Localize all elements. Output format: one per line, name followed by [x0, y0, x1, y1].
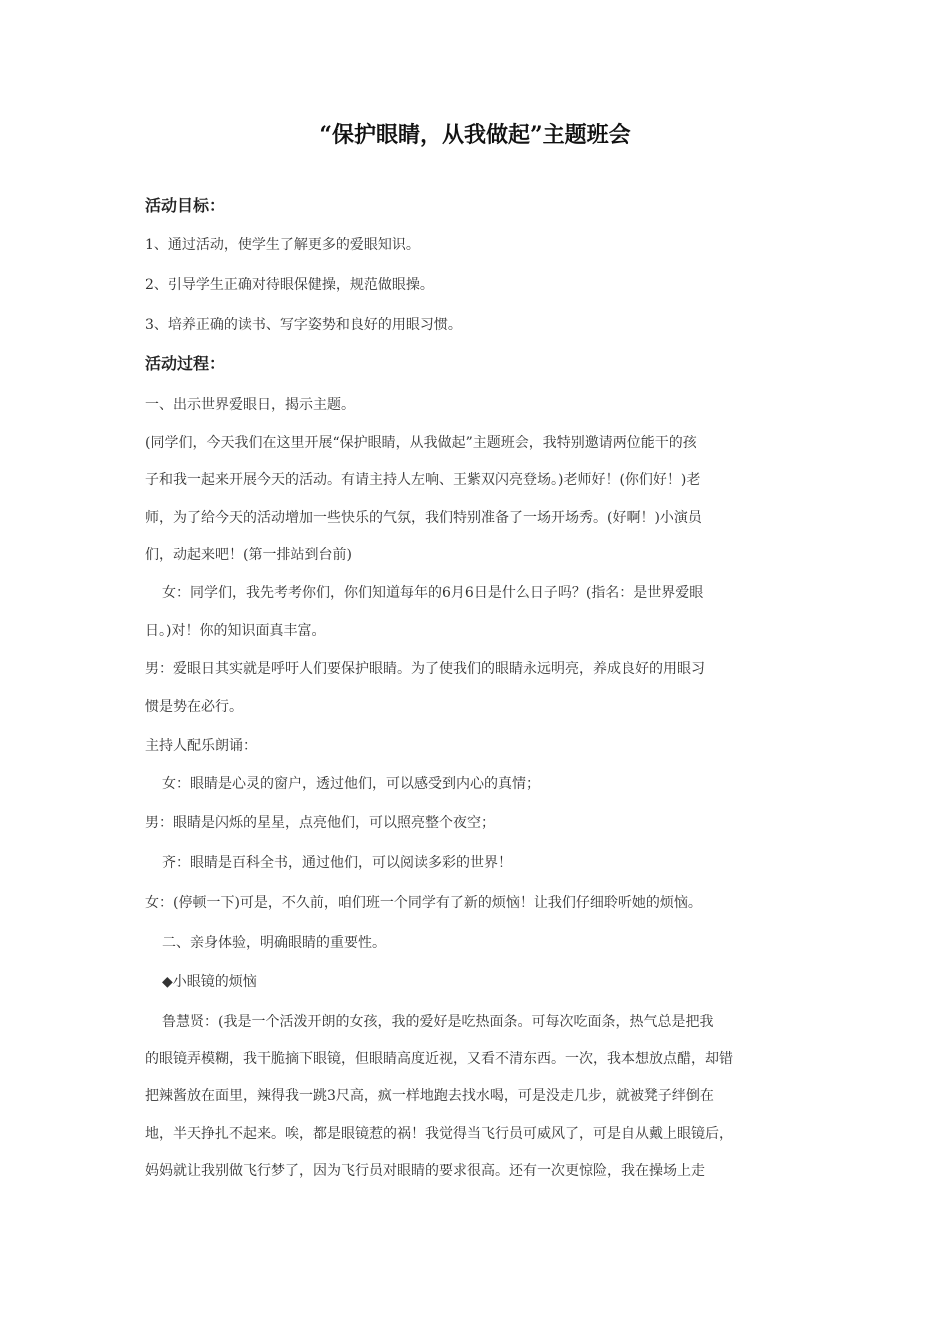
body-line: 男：眼睛是闪烁的星星，点亮他们，可以照亮整个夜空； — [145, 815, 495, 831]
body-line: 子和我一起来开展今天的活动。有请主持人左响、王紫双闪亮登场。)老师好！(你们好！)老 — [145, 472, 701, 488]
body-line: 男：爱眼日其实就是呼吁人们要保护眼睛。为了使我们的眼睛永远明亮，养成良好的用眼习 — [145, 661, 705, 677]
body-line: 妈妈就让我别做飞行梦了，因为飞行员对眼睛的要求很高。还有一次更惊险，我在操场上走 — [145, 1163, 705, 1179]
body-line: 二、亲身体验，明确眼睛的重要性。 — [162, 935, 386, 951]
body-line: 地，半天挣扎不起来。唉，都是眼镜惹的祸！我觉得当飞行员可威风了，可是自从戴上眼镜后， — [145, 1126, 733, 1142]
goal-item: 3、培养正确的读书、写字姿势和良好的用眼习惯。 — [145, 317, 462, 333]
body-line: 主持人配乐朗诵： — [145, 738, 257, 754]
goal-item: 1、通过活动，使学生了解更多的爱眼知识。 — [145, 237, 420, 253]
body-line: 惯是势在必行。 — [145, 699, 243, 715]
body-line: 齐：眼睛是百科全书，通过他们，可以阅读多彩的世界！ — [162, 855, 512, 871]
body-line: 女：(停顿一下)可是，不久前，咱们班一个同学有了新的烦恼！让我们仔细聆听她的烦恼。 — [145, 895, 702, 911]
body-line: ◆小眼镜的烦恼 — [162, 974, 257, 990]
body-line: (同学们，今天我们在这里开展“保护眼睛，从我做起”主题班会，我特别邀请两位能干的孩 — [145, 435, 697, 451]
body-line: 的眼镜弄模糊，我干脆摘下眼镜，但眼睛高度近视，又看不清东西。一次，我本想放点醋，却错 — [145, 1051, 733, 1067]
body-line: 一、出示世界爱眼日，揭示主题。 — [145, 397, 355, 413]
page-title: “保护眼睛，从我做起”主题班会 — [319, 122, 631, 148]
body-line: 女：同学们，我先考考你们，你们知道每年的6月6日是什么日子吗？(指名：是世界爱眼 — [162, 585, 704, 601]
section-heading-process: 活动过程： — [145, 354, 226, 373]
body-line: 们，动起来吧！(第一排站到台前) — [145, 547, 352, 563]
body-line: 把辣酱放在面里，辣得我一跳3尺高，疯一样地跑去找水喝，可是没走几步，就被凳子绊倒在 — [145, 1088, 714, 1104]
section-heading-goals: 活动目标： — [145, 196, 226, 215]
body-line: 师，为了给今天的活动增加一些快乐的气氛，我们特别准备了一场开场秀。(好啊！)小演员 — [145, 510, 702, 526]
body-line: 日。)对！你的知识面真丰富。 — [145, 623, 326, 639]
goal-item: 2、引导学生正确对待眼保健操，规范做眼操。 — [145, 277, 434, 293]
body-line: 女：眼睛是心灵的窗户，透过他们，可以感受到内心的真情； — [162, 776, 540, 792]
body-line: 鲁慧贤：(我是一个活泼开朗的女孩，我的爱好是吃热面条。可每次吃面条，热气总是把我 — [162, 1014, 714, 1030]
